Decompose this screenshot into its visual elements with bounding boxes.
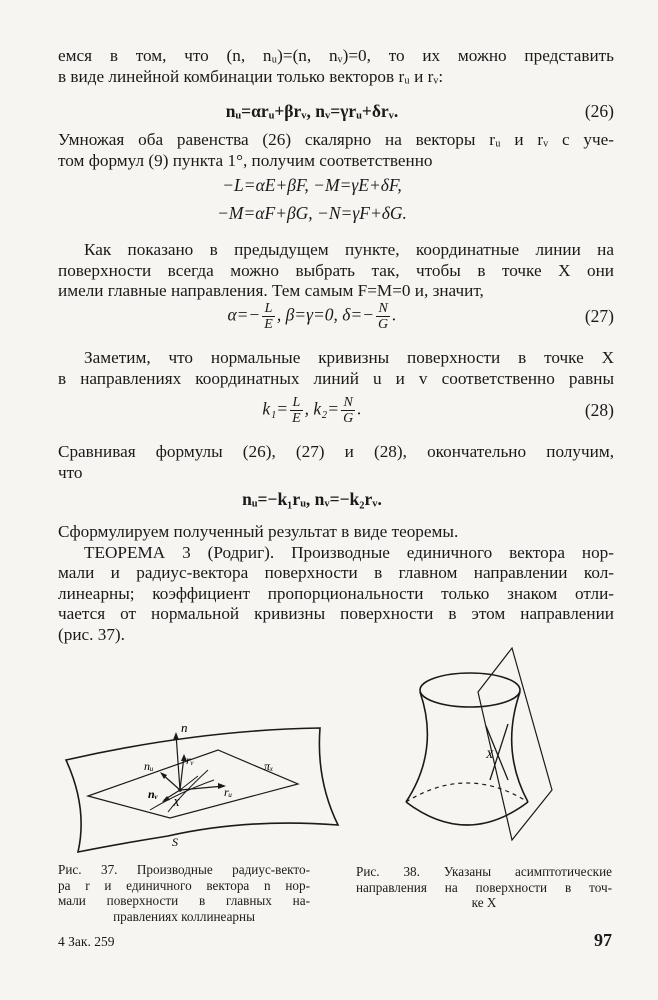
- text-line: чается от нормальной кривизны поверхности в этом направлении: [58, 604, 614, 624]
- print-order-mark: 4 Зак. 259: [58, 934, 115, 949]
- text-line: (рис. 37).: [58, 624, 125, 644]
- text-line: Сравнивая формулы (26), (27) и (28), окончательно получим,: [58, 442, 614, 461]
- caption-line: мали поверхности в главных на-: [58, 893, 310, 909]
- formula-final: [58, 484, 614, 514]
- surface-outline: [66, 728, 338, 852]
- fraction-n-over-g: [376, 301, 390, 332]
- label-n: n: [181, 720, 188, 735]
- label-pi-x: πₓ: [264, 759, 274, 773]
- fraction-denominator: G: [378, 316, 389, 332]
- formula-system-line-2: [58, 198, 614, 228]
- text-line: имели главные направления. Тем самым F=M=0 и, значит,: [58, 281, 484, 301]
- text-line: Заметим, что нормальные кривизны поверхности в точке X: [84, 348, 614, 367]
- formula-27-middle: , β=γ=0, δ=−: [276, 304, 375, 325]
- formula-28-suffix: .: [357, 398, 362, 419]
- caption-line: направления на поверхности в точ-: [356, 879, 612, 895]
- paragraph-5: [58, 442, 614, 483]
- fraction-l-over-e: [290, 395, 303, 426]
- text-line: Сформулируем полученный результат в виде теоремы.: [58, 522, 459, 541]
- formula-final-body: nᵤ=−k₁rᵤ, nᵥ=−k₂rᵥ.: [242, 488, 382, 509]
- text-line: Умножая оба равенства (26) скалярно на векторы rᵤ и rᵥ с уче-: [58, 130, 614, 149]
- normal-vector: [176, 734, 180, 790]
- caption-line: ке X: [471, 895, 497, 911]
- formula-system-line-1: [58, 170, 614, 200]
- normal-arrowhead: [173, 732, 179, 740]
- figure-38-caption: [356, 864, 612, 911]
- fraction-denominator: E: [264, 316, 273, 332]
- formula-27-number: (27): [584, 305, 614, 326]
- label-nu: nᵤ: [144, 759, 154, 773]
- caption-line: Рис. 38. Указаны асимптотические: [356, 864, 612, 879]
- ru-vector: [180, 786, 224, 790]
- fraction-n-over-g: [341, 395, 355, 426]
- caption-line: правлениях коллинеарны: [113, 908, 255, 924]
- figure-37-caption: [58, 862, 310, 924]
- formula-27-alpha: α=−: [227, 304, 261, 325]
- paragraph-theorem: [58, 522, 614, 646]
- text-line: том формул (9) пункта 1°, получим соответственно: [58, 150, 433, 170]
- bottom-ellipse-front: [406, 802, 528, 825]
- formula-27: [58, 296, 614, 336]
- paragraph-2: [58, 130, 614, 171]
- formula-28-middle: , k₂=: [304, 398, 340, 419]
- text-line: в направлениях координатных линий u и v соответственно равны: [58, 368, 614, 388]
- text-line: поверхности всегда можно выбрать так, чтобы в точке X они: [58, 260, 614, 280]
- formula-system-2-body: −M=αF+βG, −N=γF+δG.: [217, 202, 407, 223]
- text-line: в виде линейной комбинации только векторов rᵤ и rᵥ:: [58, 66, 444, 86]
- formula-26-body: nᵤ=αrᵤ+βrᵥ, nᵥ=γrᵤ+δrᵥ.: [225, 100, 399, 121]
- formula-28: [58, 390, 614, 430]
- fraction-numerator: N: [341, 395, 355, 411]
- figure-38-hyperboloid-diagram: [380, 640, 580, 850]
- formula-28-body: [58, 395, 566, 426]
- caption-line: Рис. 37. Производные радиус-векто-: [58, 862, 310, 877]
- caption-line: ра r и единичного вектора n нор-: [58, 877, 310, 893]
- text-line: емся в том, что (n, nᵤ)=(n, nᵥ)=0, то их можно представить: [58, 46, 614, 65]
- label-ru: rᵤ: [224, 785, 233, 799]
- page-number: 97: [594, 930, 612, 950]
- formula-28-k1: k₁=: [262, 398, 289, 419]
- label-nv: nᵥ: [148, 787, 158, 801]
- text-line: что: [58, 462, 83, 482]
- point-x: [178, 788, 182, 792]
- right-profile: [512, 692, 528, 802]
- theorem-heading-line: ТЕОРЕМА 3 (Родриг). Производные единичного вектора нор-: [84, 542, 614, 562]
- text-line: Как показано в предыдущем пункте, координатные линии на: [84, 240, 614, 259]
- figure-37-surface-diagram: [58, 720, 348, 855]
- bottom-ellipse-back: [406, 783, 528, 802]
- formula-system-1-body: −L=αE+βF, −M=γE+δF,: [222, 174, 402, 195]
- label-x: X: [486, 747, 494, 761]
- paragraph-3: [58, 240, 614, 302]
- left-profile: [406, 692, 427, 802]
- formula-28-number: (28): [584, 399, 614, 420]
- top-ellipse: [420, 673, 520, 707]
- text-line: мали и радиус-вектора поверхности в главном направлении кол-: [58, 563, 614, 583]
- formula-26-number: (26): [584, 100, 614, 121]
- label-x: X: [173, 797, 180, 809]
- fraction-denominator: E: [292, 410, 301, 426]
- formula-26: [58, 96, 614, 126]
- paragraph-4: [58, 348, 614, 389]
- fraction-numerator: N: [376, 301, 390, 317]
- paragraph-1: [58, 46, 614, 87]
- formula-27-body: [58, 301, 566, 332]
- fraction-denominator: G: [343, 410, 354, 426]
- rv-vector: [180, 756, 184, 790]
- formula-27-suffix: .: [392, 304, 397, 325]
- label-s: S: [172, 835, 178, 849]
- label-rv: rᵥ: [186, 753, 195, 767]
- fraction-numerator: L: [262, 301, 275, 317]
- fraction-numerator: L: [290, 395, 303, 411]
- text-line: линеарны; коэффициент пропорциональности только знаком отли-: [58, 583, 614, 603]
- fraction-l-over-e: [262, 301, 275, 332]
